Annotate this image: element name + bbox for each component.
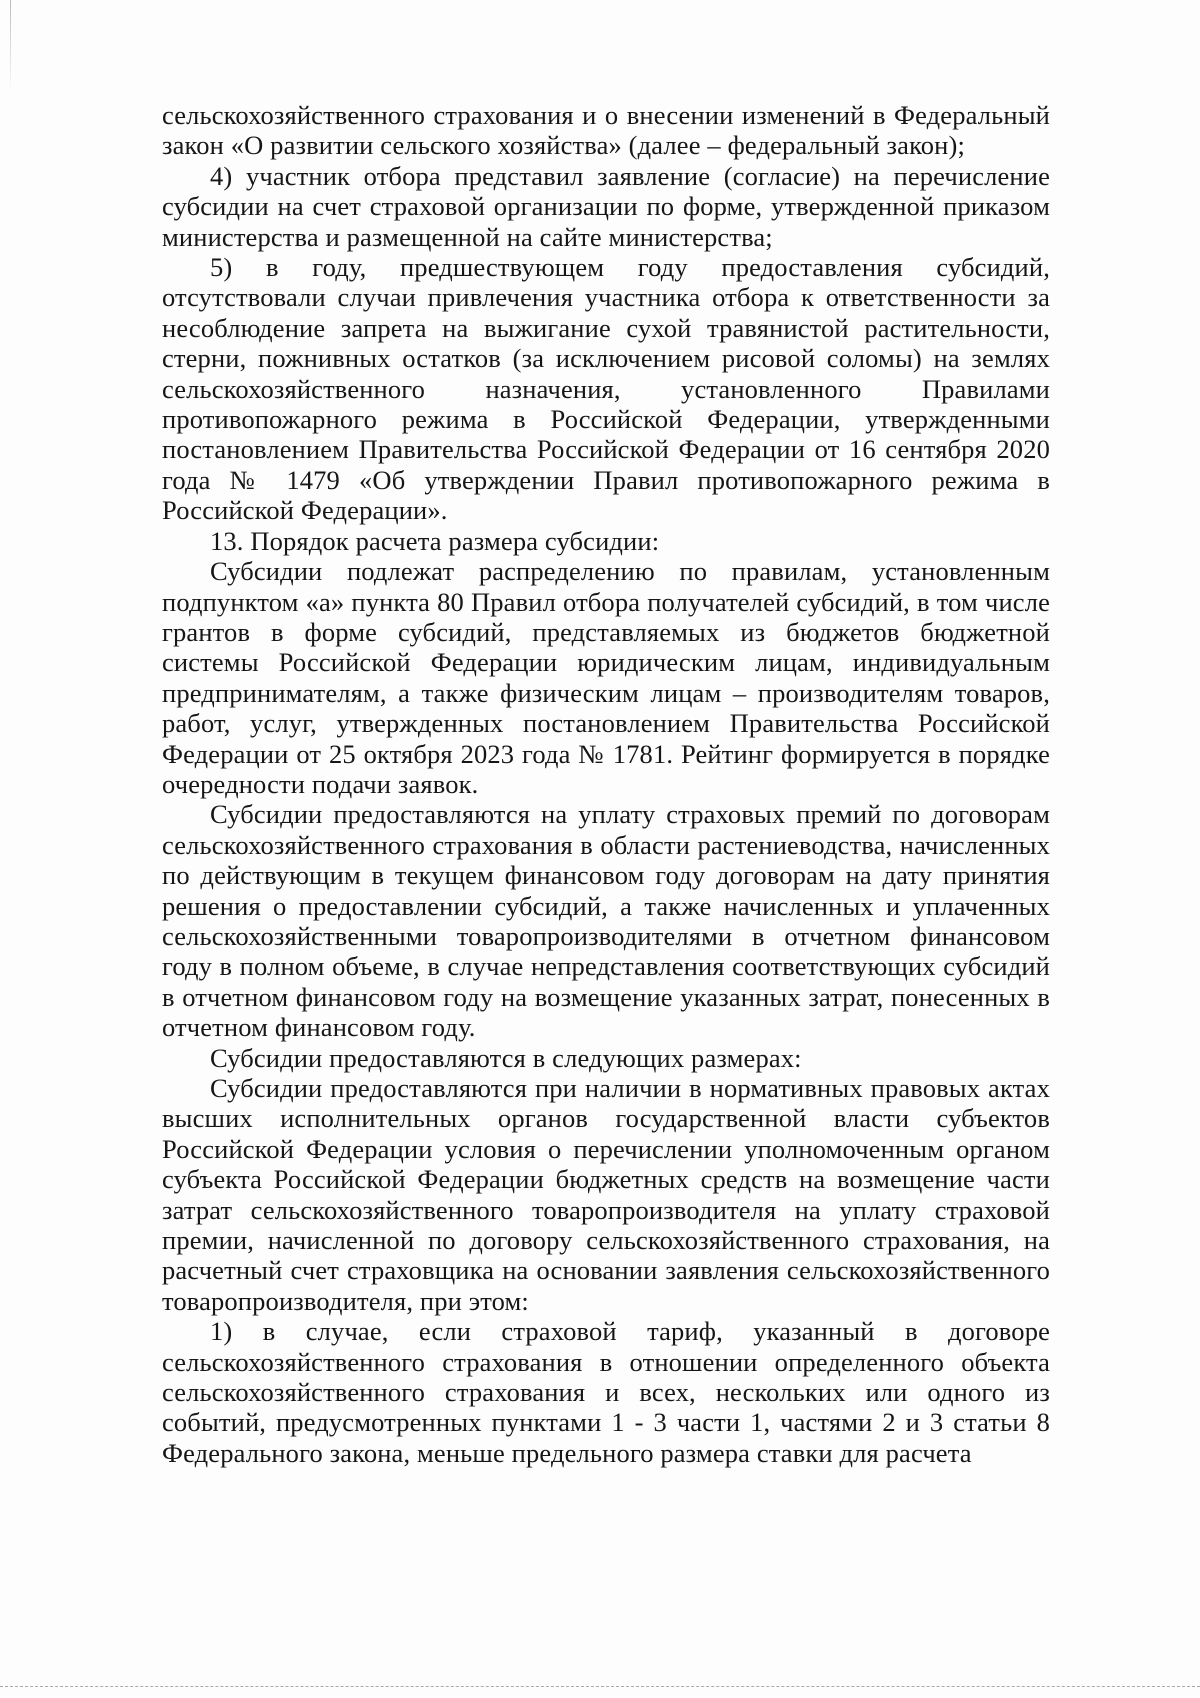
paragraph-item-5: 5) в году, предшествующем году предоставления субсидий, отсутствовали случаи привлечения участника отбора к ответственности за несоблюдение запрета на выжигание сухой травянистой растительности, стерни, пожнивных остатков (за исключением рисовой соломы) на землях сельскохозяйственного назначения, установленного Правилами противопожарного режима в Российской Федерации, утвержденными постановлением Правительства Российской Федерации от 16 сентября 2020 года № 1479 «Об утверждении Правил противопожарного режима в Российской Федерации».	[162, 252, 1050, 526]
paragraph-item-4: 4) участник отбора представил заявление (согласие) на перечисление субсидии на счет страховой организации по форме, утвержденной приказом министерства и размещенной на сайте министерства;	[162, 160, 1050, 252]
paragraph-continuation: сельскохозяйственного страхования и о внесении изменений в Федеральный закон «О развитии сельского хозяйства» (далее – федеральный закон);	[162, 100, 1050, 161]
paragraph-insurance-premiums: Субсидии предоставляются на уплату страховых премий по договорам сельскохозяйственного страхования в области растениеводства, начисленных по действующим в текущем финансовом году договорам на дату принятия решения о предоставлении субсидий, а также начисленных и уплаченных сельскохозяйственными товаропроизводителями в отчетном финансовом году в полном объеме, в случае непредставления соответствующих субсидий в отчетном финансовом году на возмещение указанных затрат, понесенных в отчетном финансовом году.	[162, 799, 1050, 1043]
paragraph-distribution: Субсидии подлежат распределению по правилам, установленным подпунктом «а» пункта 80 Правил отбора получателей субсидий, в том числе грантов в форме субсидий, представляемых из бюджетов бюджетной системы Российской Федерации юридическим лицам, индивидуальным предпринимателям, а также физическим лицам – производителям товаров, работ, услуг, утвержденных постановлением Правительства Российской Федерации от 25 октября 2023 года № 1781. Рейтинг формируется в порядке очередности подачи заявок.	[162, 556, 1050, 799]
scan-bottom-mark	[0, 1686, 1200, 1687]
paragraph-amounts-intro: Субсидии предоставляются в следующих размерах:	[210, 1042, 802, 1073]
paragraph-item-1: 1) в случае, если страховой тариф, указанный в договоре сельскохозяйственного страхования в отношении определенного объекта сельскохозяйственного страхования и всех, нескольких или одного из событий, предусмотренных пунктами 1 - 3 части 1, частями 2 и 3 статьи 8 Федерального закона, меньше предельного размера ставки для расчета	[162, 1316, 1050, 1468]
scan-edge-mark	[10, 0, 11, 95]
paragraph-conditions: Субсидии предоставляются при наличии в нормативных правовых актах высших исполнительных органов государственной власти субъектов Российской Федерации условия о перечислении уполномоченным органом субъекта Российской Федерации бюджетных средств на возмещение части затрат сельскохозяйственного товаропроизводителя на уплату страховой премии, начисленной по договору сельскохозяйственного страхования, на расчетный счет страховщика на основании заявления сельскохозяйственного товаропроизводителя, при этом:	[162, 1073, 1050, 1316]
section-13-heading: 13. Порядок расчета размера субсидии:	[210, 525, 660, 556]
document-body	[162, 100, 1050, 1468]
